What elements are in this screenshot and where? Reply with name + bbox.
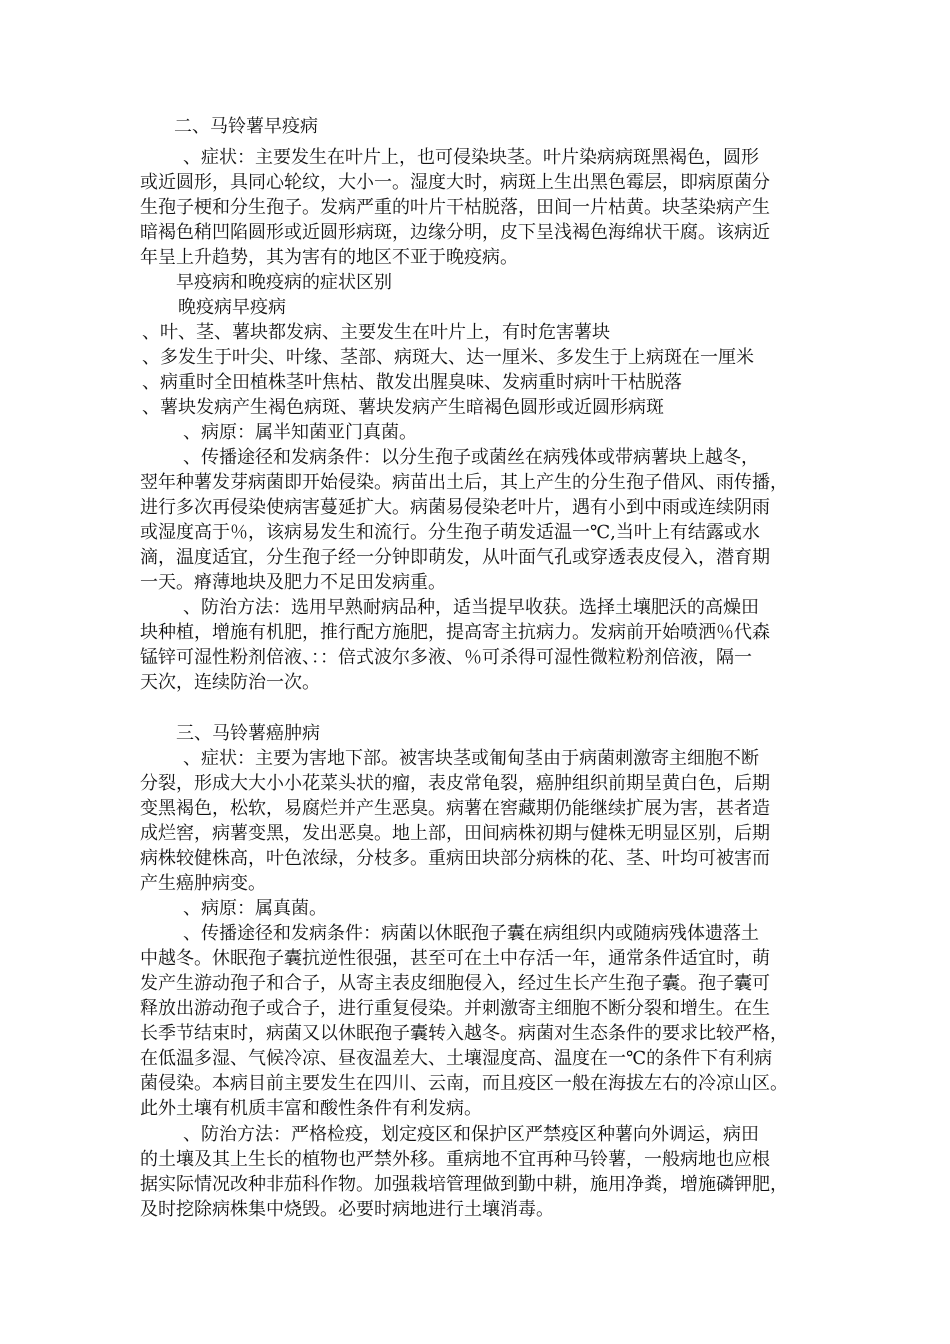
section2-control-line-1: 、防治方法：选用早熟耐病品种，适当提早收获。选择土壤肥沃的高燥田 bbox=[183, 597, 759, 618]
section3-transmission-line-1: 、传播途径和发病条件：病菌以休眠孢子囊在病组织内或随病残体遗落土 bbox=[183, 923, 759, 944]
section3-control-line-4: 及时挖除病株集中烧毁。必要时病地进行土壤消毒。 bbox=[140, 1199, 554, 1220]
section3-transmission-line-6: 在低温多湿、气候冷凉、昼夜温差大、土壤湿度高、温度在一℃的条件下有利病 bbox=[140, 1048, 773, 1069]
section3-symptom-line-1: 、症状：主要为害地下部。被害块茎或匍甸茎由于病菌刺激寄主细胞不断 bbox=[183, 748, 759, 769]
section3-symptom-line-3: 变黑褐色，松软，易腐烂并产生恶臭。病薯在窖藏期仍能继续扩展为害，甚者造 bbox=[140, 798, 770, 819]
section3-transmission-line-8: 此外土壤有机质丰富和酸性条件有利发病。 bbox=[140, 1098, 482, 1119]
section3-transmission-line-3: 发产生游动孢子和合子，从寄主表皮细胞侵入，经过生长产生孢子囊。孢子囊可 bbox=[140, 973, 770, 994]
section3-symptom-line-2: 分裂，形成大大小小花菜头状的瘤，表皮常龟裂，癌肿组织前期呈黄白色，后期 bbox=[140, 773, 770, 794]
section3-control-line-2: 的土壤及其上生长的植物也严禁外移。重病地不宜再种马铃薯，一般病地也应根 bbox=[140, 1149, 770, 1170]
compare-row-3: 、病重时全田植株茎叶焦枯、散发出腥臭味、发病重时病叶干枯脱落 bbox=[142, 372, 682, 393]
section2-symptom-line-3: 生孢子梗和分生孢子。发病严重的叶片干枯脱落，田间一片枯黄。块茎染病产生 bbox=[140, 197, 770, 218]
section3-transmission-line-4: 释放出游动孢子或合子，进行重复侵染。并刺激寄主细胞不断分裂和增生。在生 bbox=[140, 998, 770, 1019]
section3-transmission-line-2: 中越冬。休眠孢子囊抗逆性很强，甚至可在土中存活一年，通常条件适宜时，萌 bbox=[140, 948, 770, 969]
section2-control-line-3: 锰锌可湿性粉剂倍液、：：倍式波尔多液、％可杀得可湿性微粒粉剂倍液，隔一 bbox=[140, 647, 752, 668]
section2-transmission-line-5: 滴，温度适宜，分生孢子经一分钟即萌发，从叶面气孔或穿透表皮侵入，潜育期 bbox=[140, 547, 770, 568]
section2-symptom-line-5: 年呈上升趋势，其为害有的地区不亚于晚疫病。 bbox=[140, 247, 518, 268]
section2-transmission-line-2: 翌年种薯发芽病菌即开始侵染。病苗出土后，其上产生的分生孢子借风、雨传播， bbox=[140, 472, 788, 493]
section2-transmission-line-4: 或湿度高于％，该病易发生和流行。分生孢子萌发适温一℃,当叶上有结露或水 bbox=[140, 522, 760, 543]
section3-heading: 三、马铃薯癌肿病 bbox=[176, 723, 320, 744]
section2-symptom-line-1: 、症状：主要发生在叶片上，也可侵染块茎。叶片染病病斑黑褐色，圆形 bbox=[183, 147, 759, 168]
section2-transmission-line-1: 、传播途径和发病条件：以分生孢子或菌丝在病残体或带病薯块上越冬， bbox=[183, 447, 759, 468]
section3-symptom-line-6: 产生癌肿病变。 bbox=[140, 873, 266, 894]
section2-pathogen: 、病原：属半知菌亚门真菌。 bbox=[183, 422, 417, 443]
section3-symptom-line-5: 病株较健株高，叶色浓绿，分枝多。重病田块部分病株的花、茎、叶均可被害而 bbox=[140, 848, 770, 869]
section2-transmission-line-3: 进行多次再侵染使病害蔓延扩大。病菌易侵染老叶片，遇有小到中雨或连续阴雨 bbox=[140, 497, 770, 518]
section2-transmission-line-6: 一天。瘠薄地块及肥力不足田发病重。 bbox=[140, 572, 446, 593]
section2-control-line-2: 块种植，增施有机肥，推行配方施肥，提高寄主抗病力。发病前开始喷洒％代森 bbox=[140, 622, 770, 643]
section3-control-line-3: 据实际情况改种非茄科作物。加强栽培管理做到勤中耕，施用净粪，增施磷钾肥， bbox=[140, 1174, 788, 1195]
section2-symptom-line-4: 暗褐色稍凹陷圆形或近圆形病斑，边缘分明，皮下呈浅褐色海绵状干腐。该病近 bbox=[140, 222, 770, 243]
section3-symptom-line-4: 成烂窖，病薯变黑，发出恶臭。地上部，田间病株初期与健株无明显区别，后期 bbox=[140, 823, 770, 844]
section3-transmission-line-7: 菌侵染。本病目前主要发生在四川、云南，而且疫区一般在海拔左右的冷凉山区。 bbox=[140, 1073, 788, 1094]
compare-row-2: 、多发生于叶尖、叶缘、茎部、病斑大、达一厘米、多发生于上病斑在一厘米 bbox=[142, 347, 754, 368]
section3-transmission-line-5: 长季节结束时，病菌又以休眠孢子囊转入越冬。病菌对生态条件的要求比较严格， bbox=[140, 1023, 788, 1044]
section2-symptom-line-2: 或近圆形，具同心轮纹，大小一。湿度大时，病斑上生出黑色霉层，即病原菌分 bbox=[140, 172, 770, 193]
section2-heading: 二、马铃薯早疫病 bbox=[174, 116, 318, 137]
section3-control-line-1: 、防治方法：严格检疫，划定疫区和保护区严禁疫区种薯向外调运，病田 bbox=[183, 1124, 759, 1145]
compare-row-1: 、叶、茎、薯块都发病、主要发生在叶片上，有时危害薯块 bbox=[142, 322, 610, 343]
section3-pathogen: 、病原：属真菌。 bbox=[183, 898, 327, 919]
section2-control-line-4: 天次，连续防治一次。 bbox=[140, 672, 320, 693]
compare-title: 早疫病和晚疫病的症状区别 bbox=[176, 272, 392, 293]
compare-header: 晚疫病早疫病 bbox=[178, 297, 286, 318]
compare-row-4: 、薯块发病产生褐色病斑、薯块发病产生暗褐色圆形或近圆形病斑 bbox=[142, 397, 664, 418]
